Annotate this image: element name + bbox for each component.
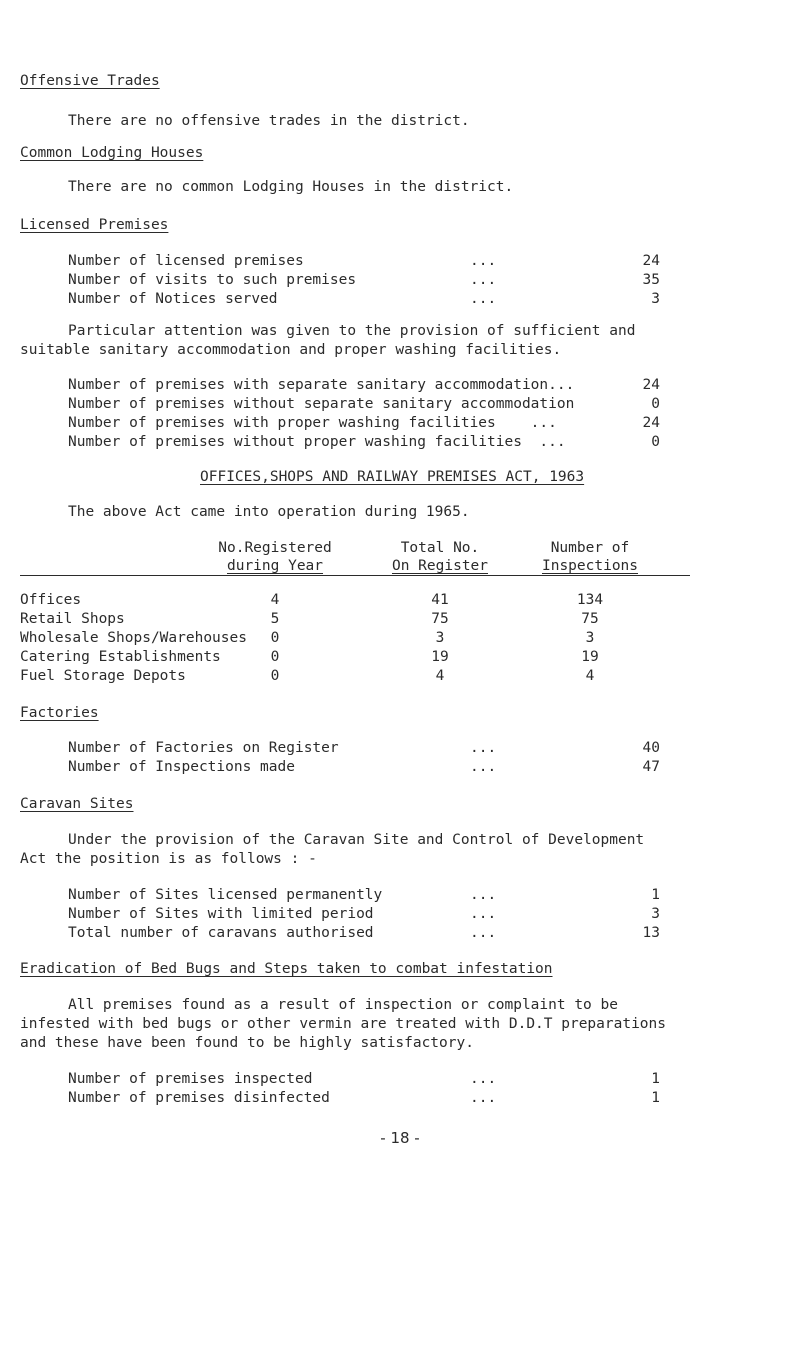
sanitary-row-value: 0 — [651, 396, 660, 412]
page-number: - 18 - — [380, 1129, 420, 1147]
offices-act-intro: The above Act came into operation during 1965. — [68, 504, 470, 520]
licensed-row-value: 3 — [651, 291, 660, 307]
factories-row-dots: ... — [470, 759, 497, 775]
factories-row-label: Number of Factories on Register — [68, 740, 339, 756]
bed-bugs-row-value: 1 — [651, 1090, 660, 1106]
bed-bugs-row-dots: ... — [470, 1090, 497, 1106]
table-cell-total: 19 — [431, 649, 449, 665]
licensed-row-dots: ... — [470, 291, 497, 307]
caravan-row-dots: ... — [470, 906, 497, 922]
factories-row-value: 47 — [642, 759, 660, 775]
caravan-paragraph-line: Act the position is as follows : - — [20, 851, 317, 867]
caravan-paragraph-line: Under the provision of the Caravan Site and Control of Development — [68, 832, 645, 848]
bed-bugs-row-value: 1 — [651, 1071, 660, 1087]
table-cell-inspections: 19 — [581, 649, 599, 665]
common-lodging-text: There are no common Lodging Houses in the district. — [68, 179, 514, 195]
col-inspections-header: Inspections — [541, 558, 639, 574]
licensed-row-label: Number of licensed premises — [68, 253, 304, 269]
sanitary-row-value: 24 — [642, 377, 660, 393]
table-row-label: Retail Shops — [20, 611, 125, 627]
factories-row-dots: ... — [470, 740, 497, 756]
table-cell-inspections: 134 — [576, 592, 604, 608]
col-total-header: Total No. — [400, 540, 480, 556]
licensed-row-dots: ... — [470, 272, 497, 288]
licensed-row-value: 35 — [642, 272, 660, 288]
offensive-trades-text: There are no offensive trades in the district. — [68, 113, 470, 129]
table-row-label: Wholesale Shops/Warehouses — [20, 630, 247, 646]
offices-act-heading: OFFICES,SHOPS AND RAILWAY PREMISES ACT, 1963 — [200, 469, 585, 485]
bed-bugs-paragraph-line: and these have been found to be highly satisfactory. — [20, 1035, 474, 1051]
table-cell-inspections: 4 — [585, 668, 595, 684]
col-registered-header: during Year — [226, 558, 324, 574]
bed-bugs-paragraph-line: infested with bed bugs or other vermin are treated with D.D.T preparations — [20, 1016, 667, 1032]
caravan-row-value: 3 — [651, 906, 660, 922]
sanitary-row-label: Number of premises with separate sanitary accommodation... — [68, 377, 575, 393]
col-registered-header: No.Registered — [218, 540, 332, 556]
sanitary-row-label: Number of premises without proper washing facilities ... — [68, 434, 566, 450]
sanitary-row-label: Number of premises without separate sanitary accommodation — [68, 396, 575, 412]
table-row-label: Fuel Storage Depots — [20, 668, 186, 684]
bed-bugs-paragraph-line: All premises found as a result of inspection or complaint to be — [68, 997, 618, 1013]
licensed-row-label: Number of visits to such premises — [68, 272, 357, 288]
table-header-rule — [20, 575, 690, 576]
bed-bugs-row-label: Number of premises disinfected — [68, 1090, 330, 1106]
table-cell-total: 75 — [431, 611, 449, 627]
factories-heading: Factories — [20, 705, 99, 721]
caravan-row-dots: ... — [470, 887, 497, 903]
caravan-row-dots: ... — [470, 925, 497, 941]
caravan-row-value: 13 — [642, 925, 660, 941]
sanitary-row-value: 0 — [651, 434, 660, 450]
common-lodging-heading: Common Lodging Houses — [20, 145, 204, 161]
licensed-row-dots: ... — [470, 253, 497, 269]
table-cell-registered: 0 — [270, 668, 280, 684]
table-cell-total: 3 — [435, 630, 445, 646]
caravan-sites-heading: Caravan Sites — [20, 796, 134, 812]
caravan-row-label: Total number of caravans authorised — [68, 925, 374, 941]
table-cell-registered: 4 — [270, 592, 280, 608]
table-row-label: Catering Establishments — [20, 649, 221, 665]
table-cell-total: 41 — [431, 592, 449, 608]
bed-bugs-heading: Eradication of Bed Bugs and Steps taken to combat infestation — [20, 961, 553, 977]
table-cell-total: 4 — [435, 668, 445, 684]
caravan-row-label: Number of Sites with limited period — [68, 906, 374, 922]
table-cell-registered: 5 — [270, 611, 280, 627]
caravan-row-label: Number of Sites licensed permanently — [68, 887, 383, 903]
table-cell-inspections: 75 — [581, 611, 599, 627]
table-cell-inspections: 3 — [585, 630, 595, 646]
col-inspections-header: Number of — [550, 540, 630, 556]
table-cell-registered: 0 — [270, 630, 280, 646]
licensed-paragraph-line: suitable sanitary accommodation and proper washing facilities. — [20, 342, 562, 358]
sanitary-row-value: 24 — [642, 415, 660, 431]
factories-row-label: Number of Inspections made — [68, 759, 295, 775]
licensed-row-value: 24 — [642, 253, 660, 269]
licensed-paragraph-line: Particular attention was given to the provision of sufficient and — [68, 323, 636, 339]
licensed-row-label: Number of Notices served — [68, 291, 278, 307]
factories-row-value: 40 — [642, 740, 660, 756]
col-total-header: On Register — [391, 558, 489, 574]
bed-bugs-row-label: Number of premises inspected — [68, 1071, 313, 1087]
table-row-label: Offices — [20, 592, 82, 608]
table-cell-registered: 0 — [270, 649, 280, 665]
sanitary-row-label: Number of premises with proper washing facilities ... — [68, 415, 557, 431]
licensed-premises-heading: Licensed Premises — [20, 217, 169, 233]
bed-bugs-row-dots: ... — [470, 1071, 497, 1087]
caravan-row-value: 1 — [651, 887, 660, 903]
offensive-trades-heading: Offensive Trades — [20, 73, 160, 89]
